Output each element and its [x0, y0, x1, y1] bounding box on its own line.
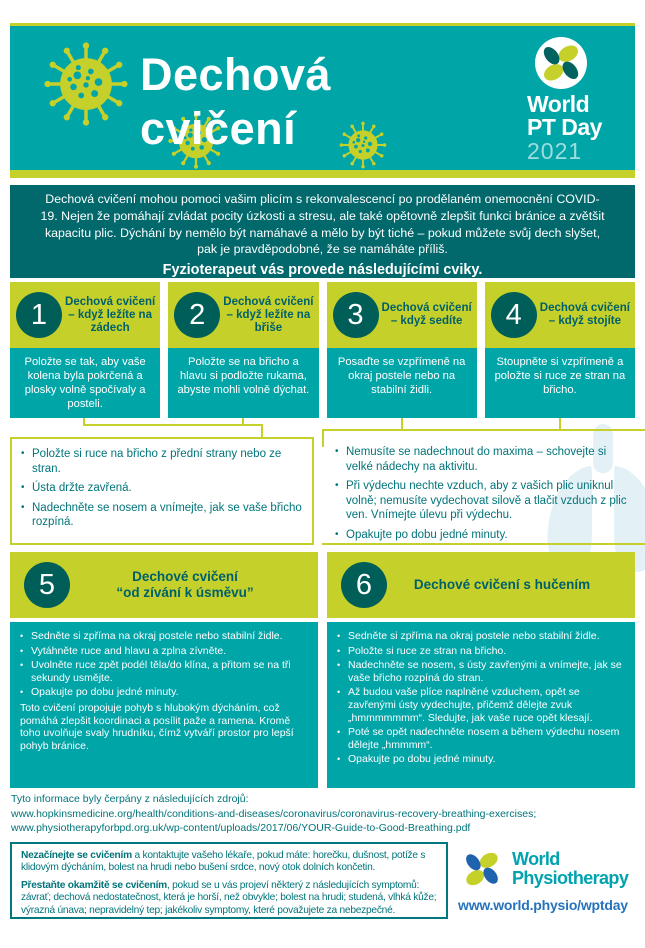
section-body — [327, 622, 635, 788]
sources-block — [11, 792, 635, 836]
bullet-item — [337, 686, 625, 724]
bullet-item — [337, 659, 625, 684]
section-title-line1: Dechové cvičení s hučením — [413, 577, 591, 592]
page-title — [140, 48, 331, 156]
exercise-sections-row — [10, 552, 635, 788]
bullet-item — [335, 479, 635, 523]
header-bottom-strip — [10, 170, 635, 178]
bullet-text: Nadechněte se nosem a vnímejte, jak se vaše břicho rozpíná. — [32, 501, 302, 528]
page-title-line1: Dechová — [140, 49, 332, 100]
card-head — [485, 282, 635, 348]
bullet-item — [20, 659, 308, 684]
step-number: 3 — [347, 298, 364, 331]
step-number: 4 — [505, 298, 522, 331]
card-head — [168, 282, 318, 348]
step-number: 6 — [355, 568, 373, 601]
coronavirus-icon — [38, 36, 134, 132]
bullet-item — [20, 645, 308, 658]
step-number: 1 — [30, 298, 48, 331]
bullet-item — [21, 447, 303, 476]
bullet-text: Vytáhněte ruce and hlavu a zplna zívněte. — [31, 644, 227, 657]
bullet-item — [335, 528, 635, 543]
bullet-text: Nadechněte se nosem, s ústy zavřenými a vnímejte, jak se vaše břicho rozpíná do stran. — [348, 659, 622, 684]
warning-paragraph-2 — [21, 880, 437, 917]
exercise-card-1 — [10, 282, 160, 418]
bullet-item — [337, 630, 625, 643]
connector-line — [83, 424, 263, 426]
bullet-item — [337, 726, 625, 751]
bullet-text: Opakujte po dobu jedné minuty. — [346, 528, 508, 541]
ptday-word-world: World — [527, 91, 590, 117]
exercise-card-3 — [327, 282, 477, 418]
bullet-item — [337, 753, 625, 766]
card-title: Dechová cvičení – když stojíte — [539, 302, 630, 327]
bullet-list — [21, 447, 303, 530]
footer-url[interactable]: www.world.physio/wptday — [458, 897, 628, 913]
card-title: Dechová cvičení – když ležíte na zádech — [65, 295, 156, 334]
bullet-text: Ústa držte zavřená. — [32, 482, 132, 494]
pinwheel-logo-icon — [458, 845, 506, 893]
exercise-cards-row — [10, 282, 635, 418]
bullet-text: Nemusíte se nadechnout do maxima – schovejte si velké nádechy na aktivitu. — [346, 446, 607, 473]
bullet-list — [337, 630, 625, 766]
world-physiotherapy-logo — [458, 845, 638, 913]
bullet-item — [21, 501, 303, 530]
logo-word-world: World — [512, 849, 560, 869]
section-body — [10, 622, 318, 788]
header-banner — [10, 26, 635, 170]
card-body: Položte se tak, aby vaše kolena byla pokrčená a plosky volně spočívaly a posteli. — [10, 348, 160, 418]
step-number-badge — [16, 292, 62, 338]
warning-paragraph-1 — [21, 850, 437, 875]
bullet-text: Opakujte po dobu jedné minuty. — [31, 686, 179, 699]
ptday-year: 2021 — [527, 138, 583, 164]
warning-text-2: , pokud se u vás projeví některý z následujících symptomů: závrať; dechová nedostatečnost, která je horší, než obvykle; bolest na hrudi; studená, vlhká kůže; výrazná únava; nepravidelný tep; jakékoliv symptomy, které považujete za nebezpečné. — [21, 879, 437, 916]
step-number-badge — [491, 292, 537, 338]
section-title-line1: Dechové cvičení — [132, 569, 238, 584]
logo-word-physiotherapy: Physiotherapy — [512, 867, 629, 888]
instructions-box-sitting-standing — [322, 429, 645, 545]
bullet-text: Až budou vaše plíce naplněné vzduchem, opět se zavřenými ústy vydechujte, přičemž dělejte zvuk „hmmmmmmm“. Sledujte, jak vaše ruce opět klesají. — [348, 686, 593, 724]
bullet-item — [21, 481, 303, 496]
card-body: Posaďte se vzpřímeně na okraj postele nebo na stabilní židli. — [327, 348, 477, 418]
step-number-badge — [333, 292, 379, 338]
section-title-line2: “od zívání k úsměvu” — [116, 585, 254, 600]
warning-box — [10, 842, 448, 919]
warning-lead-2: Přestaňte okamžitě se cvičením — [21, 879, 167, 891]
source-url-2[interactable]: www.physiotherapyforbpd.org.uk/wp-content/uploads/2017/06/YOUR-Guide-to-Good-Breathing.pdf — [11, 822, 471, 835]
bullet-item — [335, 445, 635, 474]
step-number-badge — [174, 292, 220, 338]
bullet-item — [20, 630, 308, 643]
step-number-badge — [341, 562, 387, 608]
bullet-text: Sedněte si zpříma na okraj postele nebo stabilní židle. — [31, 630, 283, 642]
warning-text-1: a kontaktujte vašeho lékaře, pokud máte: horečku, dušnost, potíže s klidovým dýcháním, bolest na hrudi nebo bušení srdce, nový otok dolních končetin. — [21, 850, 426, 874]
bullet-text: Při výdechu nechte vzduch, aby z vašich plic uniknul volně; nemusíte vydechovat silově a tlačit vzduch z plic ven. Vnímejte úlevu při výdechu. — [346, 480, 627, 521]
bullet-text: Sedněte si zpříma na okraj postele nebo stabilní židle. — [348, 630, 600, 642]
coronavirus-icon — [336, 118, 390, 172]
bullet-text: Opakujte po dobu jedné minuty. — [348, 753, 496, 766]
card-body: Stoupněte si vzpřímeně a položte si ruce ze stran na břicho. — [485, 348, 635, 418]
intro-panel — [10, 185, 635, 278]
bullet-list — [20, 630, 308, 699]
bullet-item — [20, 686, 308, 699]
bullet-text: Poté se opět nadechněte nosem a během výdechu nosem dělejte „hmmmm“. — [348, 726, 620, 751]
section-head — [327, 552, 635, 618]
section-paragraph: Toto cvičení propojuje pohyb s hlubokým dýcháním, což pomáhá zlepšit koordinaci a posílit paže a ramena. Kromě toho uvolňuje svaly hrudníku, čímž vytváří prostor pro lepší pohyb bránice. — [20, 701, 294, 752]
ptday-word-ptday: PT Day — [527, 114, 602, 140]
bullet-text: Položte si ruce na břicho z přední strany nebo ze stran. — [32, 448, 282, 475]
source-url-1[interactable]: www.hopkinsmedicine.org/health/conditions-and-diseases/coronavirus/coronavirus-recovery-breathing-exercises; — [11, 807, 537, 820]
card-title: Dechová cvičení – když sedíte — [381, 302, 472, 327]
card-body: Položte se na břicho a hlavu si podložte rukama, abyste mohli volně dýchat. — [168, 348, 318, 418]
connector-line — [261, 424, 263, 437]
exercise-section-5 — [10, 552, 318, 788]
card-head — [10, 282, 160, 348]
exercise-card-2 — [168, 282, 318, 418]
world-pt-day-logo — [527, 37, 619, 163]
page-title-line2: cvičení — [140, 103, 297, 154]
step-number-badge — [24, 562, 70, 608]
warning-lead-1: Nezačínejte se cvičením — [21, 850, 132, 861]
intro-text: Dechová cvičení mohou pomoci vašim plicím s rekonvalescencí po prodělaném onemocnění COVID-19. Nejen že pomáhají zvládat pocity úzkosti a stresu, ale také opětovně zlepšit funkci bránice a zvětšit kapacitu plic. Dýchání by nemělo být namáhavé a mělo by být tiché – pokud můžete svůj dech slyšet, pak je pravděpodobné, že se namáháte příliš. — [40, 192, 605, 257]
section-title — [70, 569, 300, 601]
pinwheel-logo-icon — [535, 37, 587, 89]
card-title: Dechová cvičení – když ležíte na břiše — [223, 295, 314, 334]
bullet-list — [335, 445, 635, 542]
instructions-box-lying — [10, 437, 314, 545]
bullet-text: Položte si ruce ze stran na břicho. — [348, 644, 507, 657]
step-number: 2 — [189, 298, 206, 331]
exercise-card-4 — [485, 282, 635, 418]
exercise-section-6 — [327, 552, 635, 788]
step-number: 5 — [38, 568, 56, 601]
bullet-item — [337, 645, 625, 658]
card-head — [327, 282, 477, 348]
section-head — [10, 552, 318, 618]
bullet-text: Uvolněte ruce zpět podél těla/do klína, a přitom se na tři sekundy usmějte. — [31, 659, 291, 684]
section-title — [387, 577, 617, 593]
intro-emphasis: Fyzioterapeut vás provede následujícími cviky. — [162, 262, 483, 279]
sources-heading: Tyto informace byly čerpány z následujících zdrojů: — [11, 793, 249, 805]
